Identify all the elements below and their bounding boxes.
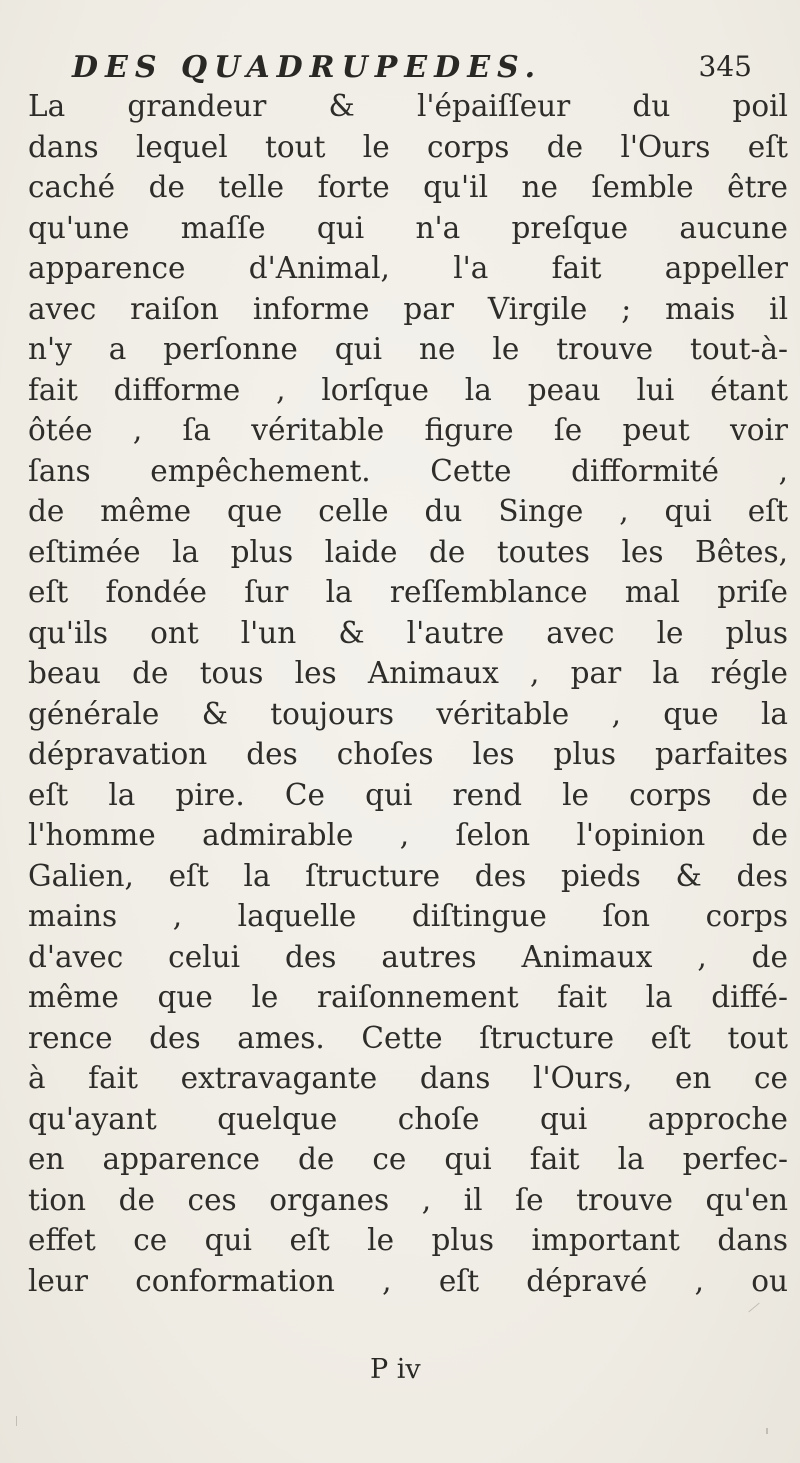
signature-mark: P iv <box>370 1354 421 1385</box>
body-text <box>28 86 788 1301</box>
text-line: Galien, eſt la ſtructure des pieds & des <box>28 858 788 893</box>
text-line: dans lequel tout le corps de l'Ours eſt <box>28 129 788 164</box>
text-line: qu'ils ont l'un & l'autre avec le plus <box>28 615 788 650</box>
page-header <box>72 50 752 90</box>
text-line: avec raiſon informe par Virgile ; mais il <box>28 291 788 326</box>
text-line: La grandeur & l'épaiſſeur du poil <box>28 89 788 123</box>
paper-speck <box>766 1428 768 1434</box>
text-line: à fait extravagante dans l'Ours, en ce <box>28 1061 788 1095</box>
text-line: effet ce qui eſt le plus important dans <box>28 1223 788 1257</box>
text-line: leur conformation , eſt dépravé , ou <box>28 1263 788 1298</box>
text-line: tion de ces organes , il ſe trouve qu'en <box>28 1182 788 1217</box>
text-line: ſans empêchement. Cette difformité , <box>28 453 788 488</box>
text-line: eſt la pire. Ce qui rend le corps de <box>28 777 788 812</box>
text-line: qu'ayant quelque choſe qui approche <box>28 1101 788 1136</box>
text-line: même que le raiſonnement fait la diffé- <box>28 980 788 1014</box>
text-line: ôtée , ſa véritable figure ſe peut voir <box>28 413 788 447</box>
text-line: en apparence de ce qui fait la perfec- <box>28 1142 788 1176</box>
text-line: apparence d'Animal, l'a fait appeller <box>28 251 788 285</box>
text-line: eſtimée la plus laide de toutes les Bêtes, <box>28 534 788 569</box>
text-line: d'avec celui des autres Animaux , de <box>28 939 788 974</box>
running-title: DES QUADRUPEDES. <box>72 50 543 85</box>
text-line: beau de tous les Animaux , par la régle <box>28 656 788 690</box>
text-line: n'y a perſonne qui ne le trouve tout-à- <box>28 332 788 366</box>
paper-speck <box>748 1303 759 1313</box>
text-line: générale & toujours véritable , que la <box>28 696 788 731</box>
text-line: fait difforme , lorſque la peau lui étant <box>28 372 788 407</box>
text-line: caché de telle forte qu'il ne ſemble être <box>28 170 788 204</box>
text-line: l'homme admirable , ſelon l'opinion de <box>28 818 788 852</box>
text-line: eſt fondée ſur la reſſemblance mal priſe <box>28 575 788 609</box>
text-line: de même que celle du Singe , qui eſt <box>28 494 788 528</box>
paper-speck <box>16 1416 17 1426</box>
text-line: mains , laquelle diſtingue ſon corps <box>28 899 788 933</box>
page-number: 345 <box>698 50 752 83</box>
text-line: dépravation des choſes les plus parfaites <box>28 737 788 771</box>
text-line: qu'une maſſe qui n'a preſque aucune <box>28 210 788 245</box>
text-line: rence des ames. Cette ſtructure eſt tout <box>28 1020 788 1055</box>
